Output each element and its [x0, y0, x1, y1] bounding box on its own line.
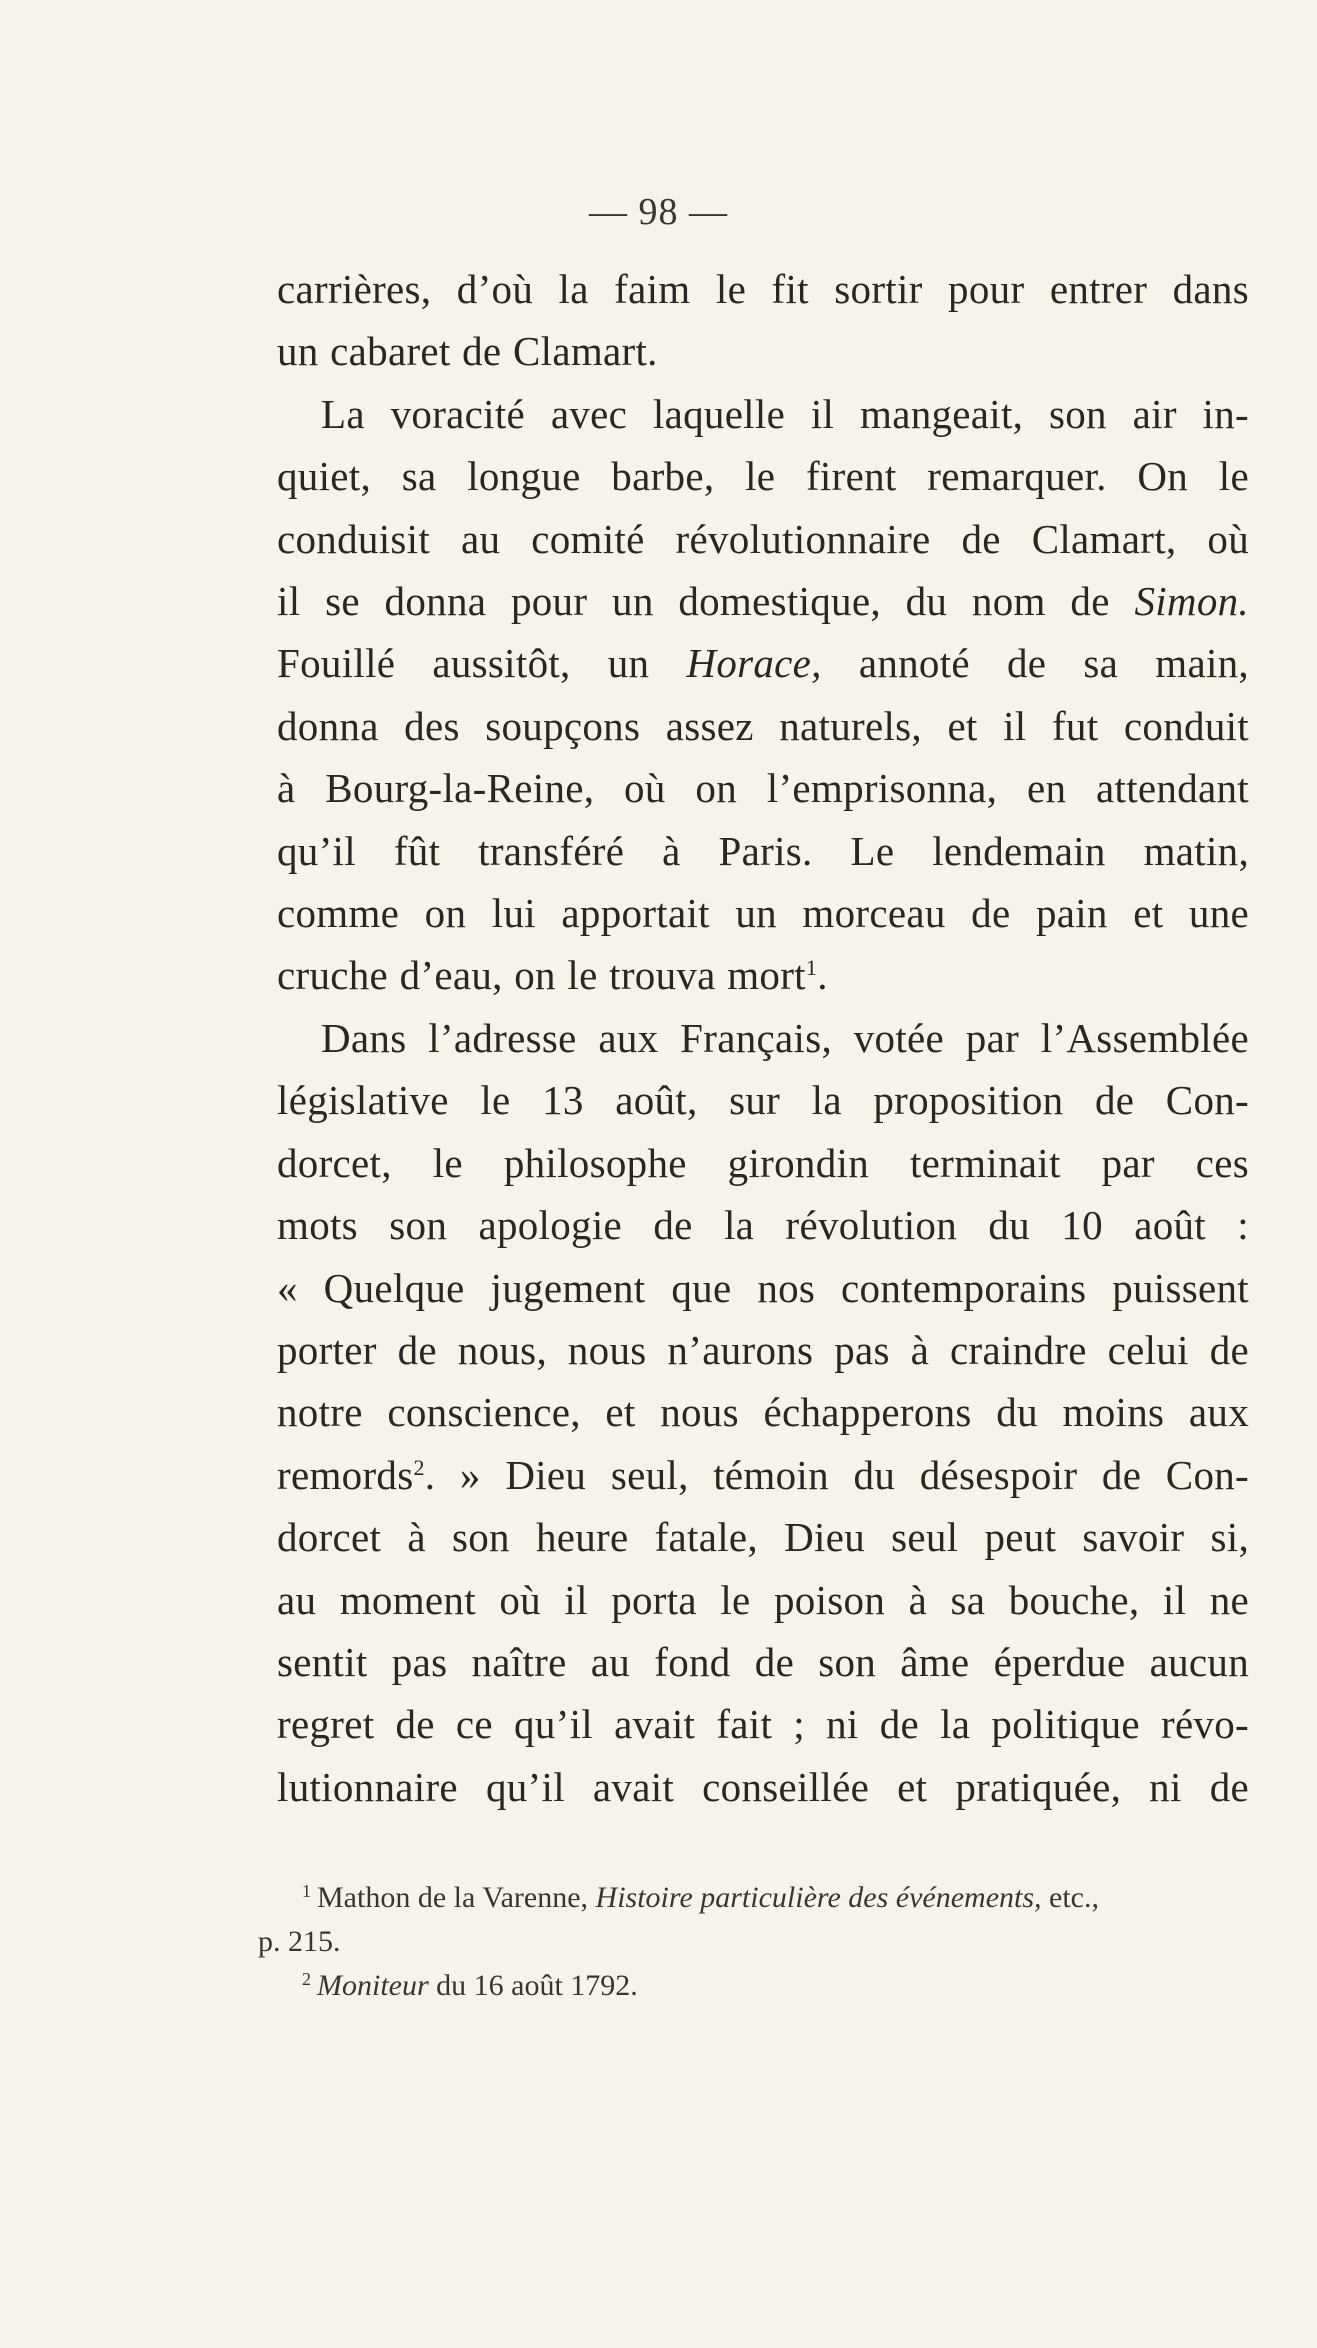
text-line: dorcet à son heure fatale, Dieu seul peut savoir si, [277, 1514, 1249, 1561]
text-line: conduisit au comité révolutionnaire de Clamart, où [277, 515, 1249, 562]
text-line: législative le 13 août, sur la proposition de Con- [277, 1077, 1249, 1124]
paragraph-start: Dans l’adresse aux Français, votée par l’Assemblée [321, 1014, 1249, 1061]
footnote-mark: 1 [302, 1881, 311, 1901]
footnote-mark: 2 [302, 1969, 311, 1989]
text-line: un cabaret de Clamart. [277, 328, 658, 375]
text-line: sentit pas naître au fond de son âme éperdue aucun [277, 1638, 1249, 1685]
text-line [277, 944, 1249, 1006]
text-run: annoté de sa main, [821, 640, 1249, 687]
footnotes [258, 1876, 1248, 2008]
footnote-text: etc., [1041, 1881, 1099, 1914]
text-line: comme on lui apportait un morceau de pain et une [277, 890, 1249, 937]
text-run: Fouillé aussitôt, un [277, 640, 687, 687]
text-run: . » Dieu seul, témoin du désespoir de Con- [424, 1451, 1249, 1498]
footnote-ref-1: 1 [805, 955, 818, 981]
italic-title-horace: Horace, [686, 640, 822, 687]
text-line: notre conscience, et nous échapperons du moins aux [277, 1389, 1249, 1436]
text-run: remords [277, 1451, 414, 1498]
paragraph-start: La voracité avec laquelle il mangeait, son air in- [321, 390, 1249, 437]
footnote-title: Moniteur [317, 1969, 429, 2002]
text-line: donna des soupçons assez naturels, et il fut conduit [277, 702, 1249, 749]
text-line: à Bourg-la-Reine, où on l’emprisonna, en attendant [277, 765, 1249, 812]
text-line: carrières, d’où la faim le fit sortir pour entrer dans [277, 266, 1249, 312]
text-line: « Quelque jugement que nos contemporains puissent [277, 1264, 1249, 1311]
text-line: lutionnaire qu’il avait conseillée et pratiquée, ni de [277, 1763, 1249, 1810]
text-line: qu’il fût transféré à Paris. Le lendemain matin, [277, 827, 1249, 874]
text-line [277, 1444, 1249, 1506]
text-line [277, 570, 1249, 632]
footnote-ref-2: 2 [413, 1454, 425, 1480]
footnote-text: du 16 août 1792. [428, 1969, 638, 2002]
text-line: mots son apologie de la révolution du 10 août : [277, 1202, 1249, 1249]
text-line [277, 632, 1249, 694]
text-run: . [817, 952, 828, 999]
footnote-1-continued: p. 215. [258, 1925, 341, 1958]
text-line: dorcet, le philosophe girondin terminait par ces [277, 1139, 1249, 1186]
text-line: quiet, sa longue barbe, le firent remarquer. On le [277, 453, 1249, 500]
text-line: porter de nous, nous n’aurons pas à craindre celui de [277, 1326, 1249, 1373]
page-number: — 98 — [589, 191, 728, 233]
italic-name-simon: Simon. [1134, 578, 1249, 625]
text-run: il se donna pour un domestique, du nom de [277, 578, 1135, 625]
text-line: au moment où il porta le poison à sa bouche, il ne [277, 1576, 1249, 1623]
footnote-2 [258, 1964, 1248, 2008]
footnote-1 [258, 1876, 1248, 1920]
text-run: cruche d’eau, on le trouva mort [277, 952, 806, 999]
footnote-title: Histoire particulière des événements, [595, 1881, 1042, 1914]
text-line: regret de ce qu’il avait fait ; ni de la politique révo- [277, 1701, 1249, 1748]
body-text [277, 258, 1249, 1818]
footnote-text: Mathon de la Varenne, [317, 1881, 596, 1914]
